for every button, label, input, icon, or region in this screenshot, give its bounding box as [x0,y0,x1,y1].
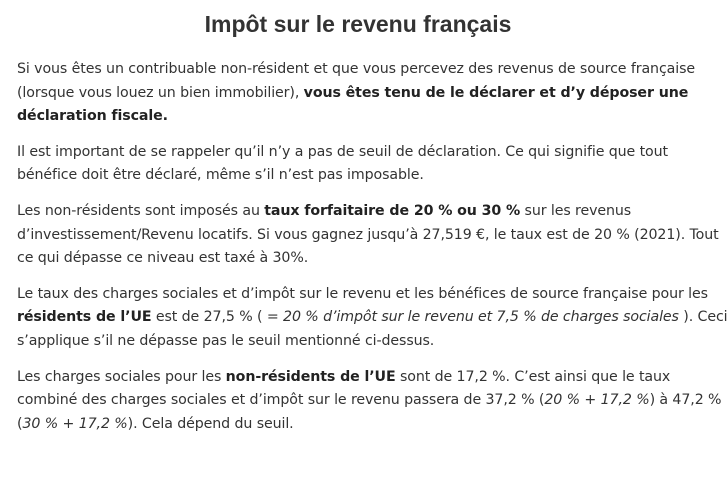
paragraph-declaration [17,58,696,129]
p1-line-3 [17,105,689,129]
p2-line-2: bénéfice doit être déclaré, même s’il n’est pas imposable. [17,167,424,184]
p5-line-3-end: ). Cela dépend du seuil. [127,415,294,432]
paragraph-eu-residents [17,283,728,354]
p5-line-1-end: sont de 17,2 %. C’est ainsi que le taux [395,368,671,385]
p1-bold-declaration: déclaration fiscale. [17,108,168,125]
p5-line-3 [17,413,689,437]
p3-line-2: d’investissement/Revenu locatifs. Si vous gagnez jusqu’à 27,519 €, le taux est de 20 % (2021). Tout [17,226,719,243]
paragraph-flat-rate [17,200,719,271]
p4-line-1: Le taux des charges sociales et d’impôt sur le revenu et les bénéfices de source française pour les [17,285,708,302]
p5-italic-sum-2: 30 % + 17,2 % [22,415,128,432]
p2-line-1: Il est important de se rappeler qu’il n’y a pas de seuil de déclaration. Ce qui signifie que tout [17,143,668,160]
p3-line-3: ce qui dépasse ce niveau est taxé à 30%. [17,250,309,267]
p5-line-3-open: ( [17,415,23,432]
page-title: Impôt sur le revenu français [204,11,512,37]
p5-line-1 [17,366,689,390]
p5-line-2-end: ) à 47,2 % [649,392,722,409]
p5-line-1-text: Les charges sociales pour les [17,368,226,385]
p1-line-2-text: (lorsque vous louez un bien immobilier), [17,84,304,101]
p3-line-1-text: Les non-résidents sont imposés au [17,202,265,219]
p3-line-1 [17,200,689,224]
p1-line-2 [17,82,689,106]
paragraph-threshold [17,141,689,188]
p4-line-2 [17,306,728,330]
p4-italic-breakdown: = 20 % d’impôt sur le revenu et 7,5 % de charges sociales [266,309,679,326]
p4-bold-eu-residents: résidents de l’UE [17,309,152,326]
p3-bold-rate: taux forfaitaire de 20 % ou 30 % [264,202,521,219]
p5-bold-non-eu: non-résidents de l’UE [225,368,396,385]
p4-line-3: s’applique s’il ne dépasse pas le seuil mentionné ci-dessus. [17,332,435,349]
p5-line-2 [17,389,722,413]
p3-line-1-end: sur les revenus [520,202,632,219]
p1-bold-obligation: vous êtes tenu de le déclarer et d’y déposer une [303,84,689,101]
p4-line-2-text: est de 27,5 % ( [151,309,267,326]
p5-line-2-text: combiné des charges sociales et d’impôt sur le revenu passera de 37,2 % ( [17,392,545,409]
p5-italic-sum-1: 20 % + 17,2 % [544,392,650,409]
p4-line-2-end: ). Ceci [678,309,728,326]
paragraph-non-eu-residents [17,366,722,437]
p1-line-1: Si vous êtes un contribuable non-résident et que vous percevez des revenus de source française [17,61,696,77]
